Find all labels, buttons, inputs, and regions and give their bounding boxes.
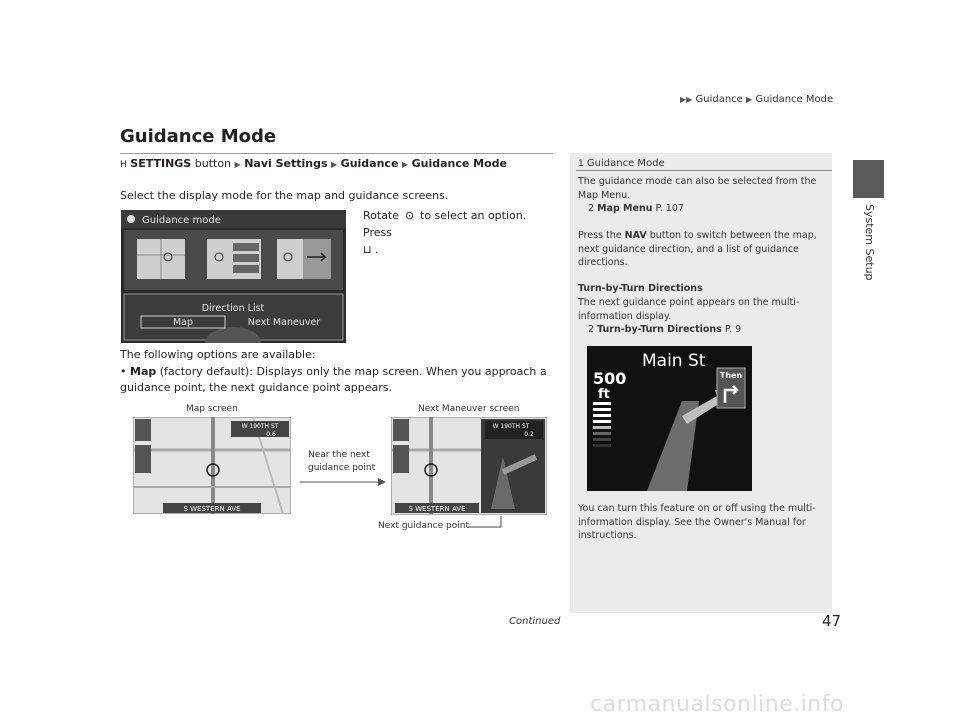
triangle-icon: ▶ (401, 160, 409, 169)
button-word: button (194, 157, 232, 170)
breadcrumb (680, 94, 833, 105)
next-maneuver-screen-image (391, 417, 547, 515)
reference-icon: 2 (588, 203, 595, 214)
path-step-3: Guidance Mode (411, 157, 507, 170)
triangle-icon: ▶ (331, 160, 338, 169)
guidance-mode-screen (121, 210, 346, 343)
leader-line (468, 515, 504, 534)
note-paragraph-2: Press the NAV button to switch between the map, next guidance direction, and a list of guidance directions. (578, 230, 817, 268)
option-direction-list: Direction List (201, 303, 265, 314)
options-heading: The following options are available: (120, 348, 316, 361)
map-screen-image (133, 417, 291, 514)
enter-icon: ⊔ (363, 243, 372, 256)
breadcrumb-part1: Guidance (695, 94, 743, 105)
note-rule (576, 170, 832, 171)
bullet-text: (factory default): Displays only the map screen. When you approach a guidance point, the next guidance point appears. (120, 365, 547, 394)
note-subheading: Turn-by-Turn Directions (578, 283, 703, 294)
next-maneuver-thumbnail (277, 239, 331, 279)
gear-icon (127, 215, 135, 223)
map-screen-caption: Map screen (186, 404, 238, 414)
bullet-dot: • (120, 365, 127, 378)
path-step-1: Navi Settings (244, 157, 328, 170)
option-map: Map (172, 317, 194, 328)
menu-path (120, 157, 507, 170)
direction-list-thumbnail (207, 239, 261, 279)
continued-label: Continued (509, 616, 561, 627)
home-icon: H (120, 160, 127, 170)
right-street-label: S WESTERN AVE (408, 505, 466, 513)
guidance-mode-screen-art (121, 210, 346, 343)
watermark: carmanualsonline.info (590, 692, 844, 717)
intro-text: Select the display mode for the map and guidance screens. (120, 189, 449, 202)
triangle-icon: ▶▶ (680, 95, 693, 104)
display-unit: ft (598, 387, 610, 402)
section-label: System Setup (863, 204, 876, 281)
triangle-icon: ▶ (746, 95, 753, 104)
left-top-street: W 190TH ST (241, 423, 279, 430)
title-rule (120, 153, 553, 154)
note-paragraph-1: The guidance mode can also be selected from the Map Menu. 2 Map Menu P. 107 (578, 176, 817, 214)
knob-icon: ⊙ (404, 209, 415, 222)
page-title: Guidance Mode (120, 126, 277, 147)
bullet-term: Map (130, 365, 157, 378)
note-icon: 1 (578, 159, 584, 169)
left-street-label: S WESTERN AVE (183, 505, 241, 513)
path-step-2: Guidance (340, 157, 399, 170)
right-distance: 0.2 (524, 431, 534, 438)
section-tab (853, 160, 884, 198)
note-paragraph-3: The next guidance point appears on the multi-information display. 2 Turn-by-Turn Directions P. 9 (578, 297, 800, 335)
reference-icon: 2 (588, 324, 595, 335)
note-paragraph-4: You can turn this feature on or off using the multi-information display. See the Owner's Manual for instructions. (578, 503, 816, 541)
triangle-icon: ▶ (234, 160, 241, 169)
right-top-street: W 190TH ST (492, 423, 530, 430)
turn-by-turn-display (587, 346, 752, 491)
screen-title: Guidance mode (142, 215, 221, 226)
map-thumbnail (137, 239, 185, 279)
display-distance: 500 (593, 369, 627, 388)
left-distance: 0.6 (266, 431, 276, 438)
arrow-icon (300, 473, 388, 492)
page-number: 47 (822, 612, 842, 630)
display-street: Main St (642, 351, 706, 371)
breadcrumb-part2: Guidance Mode (755, 94, 834, 105)
rotate-instruction: Rotate ⊙ to select an option. Press ⊔ . (363, 209, 527, 256)
note-title: 1 Guidance Mode (578, 158, 665, 169)
display-then: Then (719, 371, 743, 380)
settings-label: SETTINGS (130, 157, 192, 170)
near-guidance-caption: Near the next guidance point (308, 450, 376, 473)
next-maneuver-caption: Next Maneuver screen (418, 404, 520, 414)
next-guidance-caption: Next guidance point (378, 521, 469, 531)
bullet-item (120, 364, 560, 396)
option-next-maneuver: Next Maneuver (247, 317, 321, 328)
